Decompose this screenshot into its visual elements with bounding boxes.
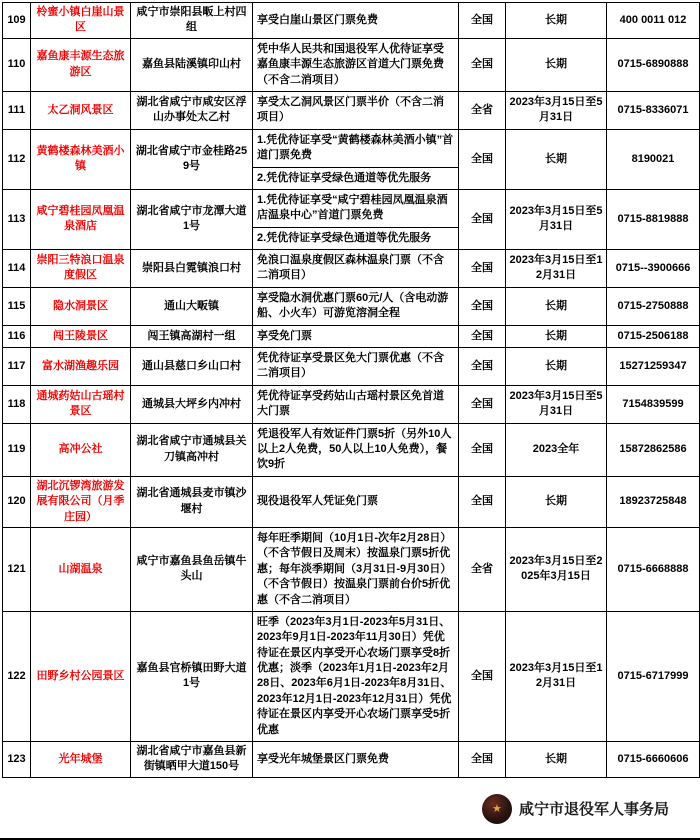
validity-period: 2023年3月15日至12月31日	[506, 250, 607, 288]
attraction-name: 田野乡村公园景区	[31, 611, 131, 741]
phone-number: 0715-6717999	[607, 611, 700, 741]
table-row	[3, 129, 700, 189]
validity-period: 2023年3月15日至12月31日	[506, 611, 607, 741]
phone-number: 0715-8336071	[607, 91, 700, 129]
phone-number: 400 0011 012	[607, 3, 700, 39]
row-number: 117	[3, 348, 31, 386]
discount-policy	[253, 325, 459, 347]
discount-policy	[253, 742, 459, 778]
row-number: 119	[3, 423, 31, 476]
row-number: 112	[3, 129, 31, 189]
attraction-address: 通城县大坪乡内冲村	[131, 385, 253, 423]
star-icon: ★	[492, 803, 502, 816]
discount-policy	[253, 476, 459, 527]
discount-policy-item-2: 2.凭优待证享受绿色通道等优先服务	[253, 167, 458, 189]
discount-policy-text: 凭优待证享受药姑山古瑶村景区免首道大门票	[257, 389, 444, 418]
discount-policy-text: 享受光年城堡景区门票免费	[257, 752, 389, 765]
phone-number: 15872862586	[607, 423, 700, 476]
discount-policy	[253, 129, 459, 189]
scope-value: 全国	[459, 287, 506, 325]
validity-period: 长期	[506, 287, 607, 325]
discount-policy	[253, 527, 459, 611]
attraction-name: 富水湖渔趣乐园	[31, 348, 131, 386]
attraction-address: 通山大畈镇	[131, 287, 253, 325]
scope-value: 全国	[459, 38, 506, 91]
scope-value: 全国	[459, 250, 506, 288]
table-row	[3, 189, 700, 249]
table-row	[3, 3, 700, 39]
scope-value: 全省	[459, 527, 506, 611]
row-number: 123	[3, 742, 31, 778]
attraction-name: 光年城堡	[31, 742, 131, 778]
discount-policy-text: 每年旺季期间（10月1日-次年2月28日）（不含节假日及周末）按温泉门票5折优惠；每年淡季期间（3月31日-9月30日）（不含节假日）按温泉门票前台价5折优惠（不含二消项目）	[257, 531, 452, 606]
scope-value: 全国	[459, 423, 506, 476]
validity-period: 长期	[506, 3, 607, 39]
table-row	[3, 38, 700, 91]
discount-policy	[253, 385, 459, 423]
footer-divider	[0, 838, 700, 840]
discount-policy-text: 享受免门票	[257, 329, 312, 342]
row-number: 113	[3, 189, 31, 249]
phone-number: 18923725848	[607, 476, 700, 527]
attraction-address: 湖北省咸宁市金桂路259号	[131, 129, 253, 189]
discount-policy-text: 享受太乙洞风景区门票半价（不含二消项目）	[257, 95, 444, 124]
validity-period: 2023年3月15日至5月31日	[506, 91, 607, 129]
phone-number: 0715--3900666	[607, 250, 700, 288]
attraction-address: 湖北省咸宁市咸安区浮山办事处太乙村	[131, 91, 253, 129]
row-number: 110	[3, 38, 31, 91]
row-number: 121	[3, 527, 31, 611]
table-row	[3, 742, 700, 778]
discount-policy	[253, 250, 459, 288]
attraction-name: 通城药姑山古瑶村景区	[31, 385, 131, 423]
agency-seal-logo	[482, 794, 512, 824]
phone-number: 0715-6668888	[607, 527, 700, 611]
attraction-address: 崇阳县白霓镇浪口村	[131, 250, 253, 288]
row-number: 111	[3, 91, 31, 129]
discount-policy-item-1: 1.凭优待证享受“咸宁碧桂园凤凰温泉酒店温泉中心”首道门票免费	[257, 193, 448, 222]
row-number: 109	[3, 3, 31, 39]
attraction-address: 湖北省咸宁市嘉鱼县新街镇晒甲大道150号	[131, 742, 253, 778]
validity-period: 长期	[506, 129, 607, 189]
phone-number: 7154839599	[607, 385, 700, 423]
discount-policy	[253, 611, 459, 741]
attraction-name: 湖北沉锣湾旅游发展有限公司（月季庄园）	[31, 476, 131, 527]
scope-value: 全国	[459, 611, 506, 741]
footer	[2, 794, 699, 840]
scope-value: 全省	[459, 91, 506, 129]
discount-policy-text: 免浪口温泉度假区森林温泉门票（不含二消项目）	[257, 254, 444, 282]
attraction-address: 咸宁市崇阳县畈上村四组	[131, 3, 253, 39]
discount-policy	[253, 348, 459, 386]
phone-number: 0715-6890888	[607, 38, 700, 91]
row-number: 118	[3, 385, 31, 423]
scope-value: 全国	[459, 385, 506, 423]
attraction-address: 湖北省通城县麦市镇沙堰村	[131, 476, 253, 527]
phone-number: 0715-6660606	[607, 742, 700, 778]
discount-policy	[253, 38, 459, 91]
phone-number: 0715-8819888	[607, 189, 700, 249]
attraction-address: 通山县慈口乡山口村	[131, 348, 253, 386]
table-row	[3, 348, 700, 386]
discount-policy	[253, 189, 459, 249]
table-row	[3, 250, 700, 288]
row-number: 122	[3, 611, 31, 741]
attraction-name: 崇阳三特浪口温泉度假区	[31, 250, 131, 288]
attraction-name: 闯王陵景区	[31, 325, 131, 347]
attraction-name: 咸宁碧桂园凤凰温泉酒店	[31, 189, 131, 249]
validity-period: 长期	[506, 38, 607, 91]
phone-number: 8190021	[607, 129, 700, 189]
table-row	[3, 385, 700, 423]
attraction-address: 湖北省咸宁市龙潭大道1号	[131, 189, 253, 249]
scope-value: 全国	[459, 348, 506, 386]
preferential-attractions-table	[2, 2, 700, 778]
discount-policy-text: 享受隐水洞优惠门票60元/人（含电动游船、小火车）可游览溶洞全程	[257, 291, 449, 320]
discount-policy-item-2: 2.凭优待证享受绿色通道等优先服务	[253, 227, 458, 249]
validity-period: 长期	[506, 348, 607, 386]
validity-period: 长期	[506, 476, 607, 527]
discount-policy-text: 凭中华人民共和国退役军人优待证享受嘉鱼康丰源生态旅游区首道大门票免费（不含二消项目）	[257, 42, 444, 86]
attraction-name: 太乙洞风景区	[31, 91, 131, 129]
row-number: 114	[3, 250, 31, 288]
attraction-name: 隐水洞景区	[31, 287, 131, 325]
scope-value: 全国	[459, 742, 506, 778]
attraction-name: 高冲公社	[31, 423, 131, 476]
attraction-address: 咸宁市嘉鱼县鱼岳镇牛头山	[131, 527, 253, 611]
attractions-table-body	[3, 3, 700, 778]
phone-number: 15271259347	[607, 348, 700, 386]
attraction-name: 山湖温泉	[31, 527, 131, 611]
validity-period: 长期	[506, 742, 607, 778]
attraction-name: 柃蜜小镇白崖山景区	[31, 3, 131, 39]
validity-period: 长期	[506, 325, 607, 347]
discount-policy-text: 享受白崖山景区门票免费	[257, 13, 378, 26]
table-row	[3, 91, 700, 129]
discount-policy	[253, 423, 459, 476]
discount-policy-text: 旺季（2023年3月1日-2023年5月31日、2023年9月1日-2023年11月30日）凭优待证在景区内享受开心农场门票享受8折优惠；淡季（2023年1月1日-2023年2月28日、2023年6月1日-2023年8月31日、2023年12月1日-2023年12月31日）凭优待证在景区内享受开心农场门票享受5折优惠	[257, 615, 452, 736]
validity-period: 2023年3月15日至5月31日	[506, 189, 607, 249]
table-row	[3, 287, 700, 325]
validity-period: 2023年3月15日至5月31日	[506, 385, 607, 423]
scope-value: 全国	[459, 3, 506, 39]
attraction-address: 嘉鱼县陆溪镇印山村	[131, 38, 253, 91]
scope-value: 全国	[459, 189, 506, 249]
attraction-address: 湖北省咸宁市通城县关刀镇高冲村	[131, 423, 253, 476]
scope-value: 全国	[459, 325, 506, 347]
discount-policy-item-1: 1.凭优待证享受“黄鹤楼森林美酒小镇”首道门票免费	[257, 133, 454, 162]
agency-name: 咸宁市退役军人事务局	[518, 801, 669, 819]
discount-policy	[253, 91, 459, 129]
table-row	[3, 476, 700, 527]
table-row	[3, 423, 700, 476]
validity-period: 2023全年	[506, 423, 607, 476]
phone-number: 0715-2750888	[607, 287, 700, 325]
row-number: 115	[3, 287, 31, 325]
discount-policy-text: 凭优待证享受景区免大门票优惠（不含二消项目）	[257, 352, 444, 380]
attraction-address: 闯王镇高湖村一组	[131, 325, 253, 347]
row-number: 120	[3, 476, 31, 527]
agency-row	[2, 794, 699, 824]
validity-period: 2023年3月15日至2025年3月15日	[506, 527, 607, 611]
table-row	[3, 611, 700, 741]
phone-number: 0715-2506188	[607, 325, 700, 347]
attraction-name: 黄鹤楼森林美酒小镇	[31, 129, 131, 189]
scope-value: 全国	[459, 129, 506, 189]
scope-value: 全国	[459, 476, 506, 527]
discount-policy	[253, 287, 459, 325]
attraction-address: 嘉鱼县官桥镇田野大道1号	[131, 611, 253, 741]
discount-policy-text: 现役退役军人凭证免门票	[257, 495, 378, 508]
attraction-name: 嘉鱼康丰源生态旅游区	[31, 38, 131, 91]
discount-policy-text: 凭退役军人有效证件门票5折（另外10人以上2人免费，50人以上10人免费），餐饮9折	[257, 427, 452, 471]
discount-policy	[253, 3, 459, 39]
table-row	[3, 527, 700, 611]
row-number: 116	[3, 325, 31, 347]
table-row	[3, 325, 700, 347]
